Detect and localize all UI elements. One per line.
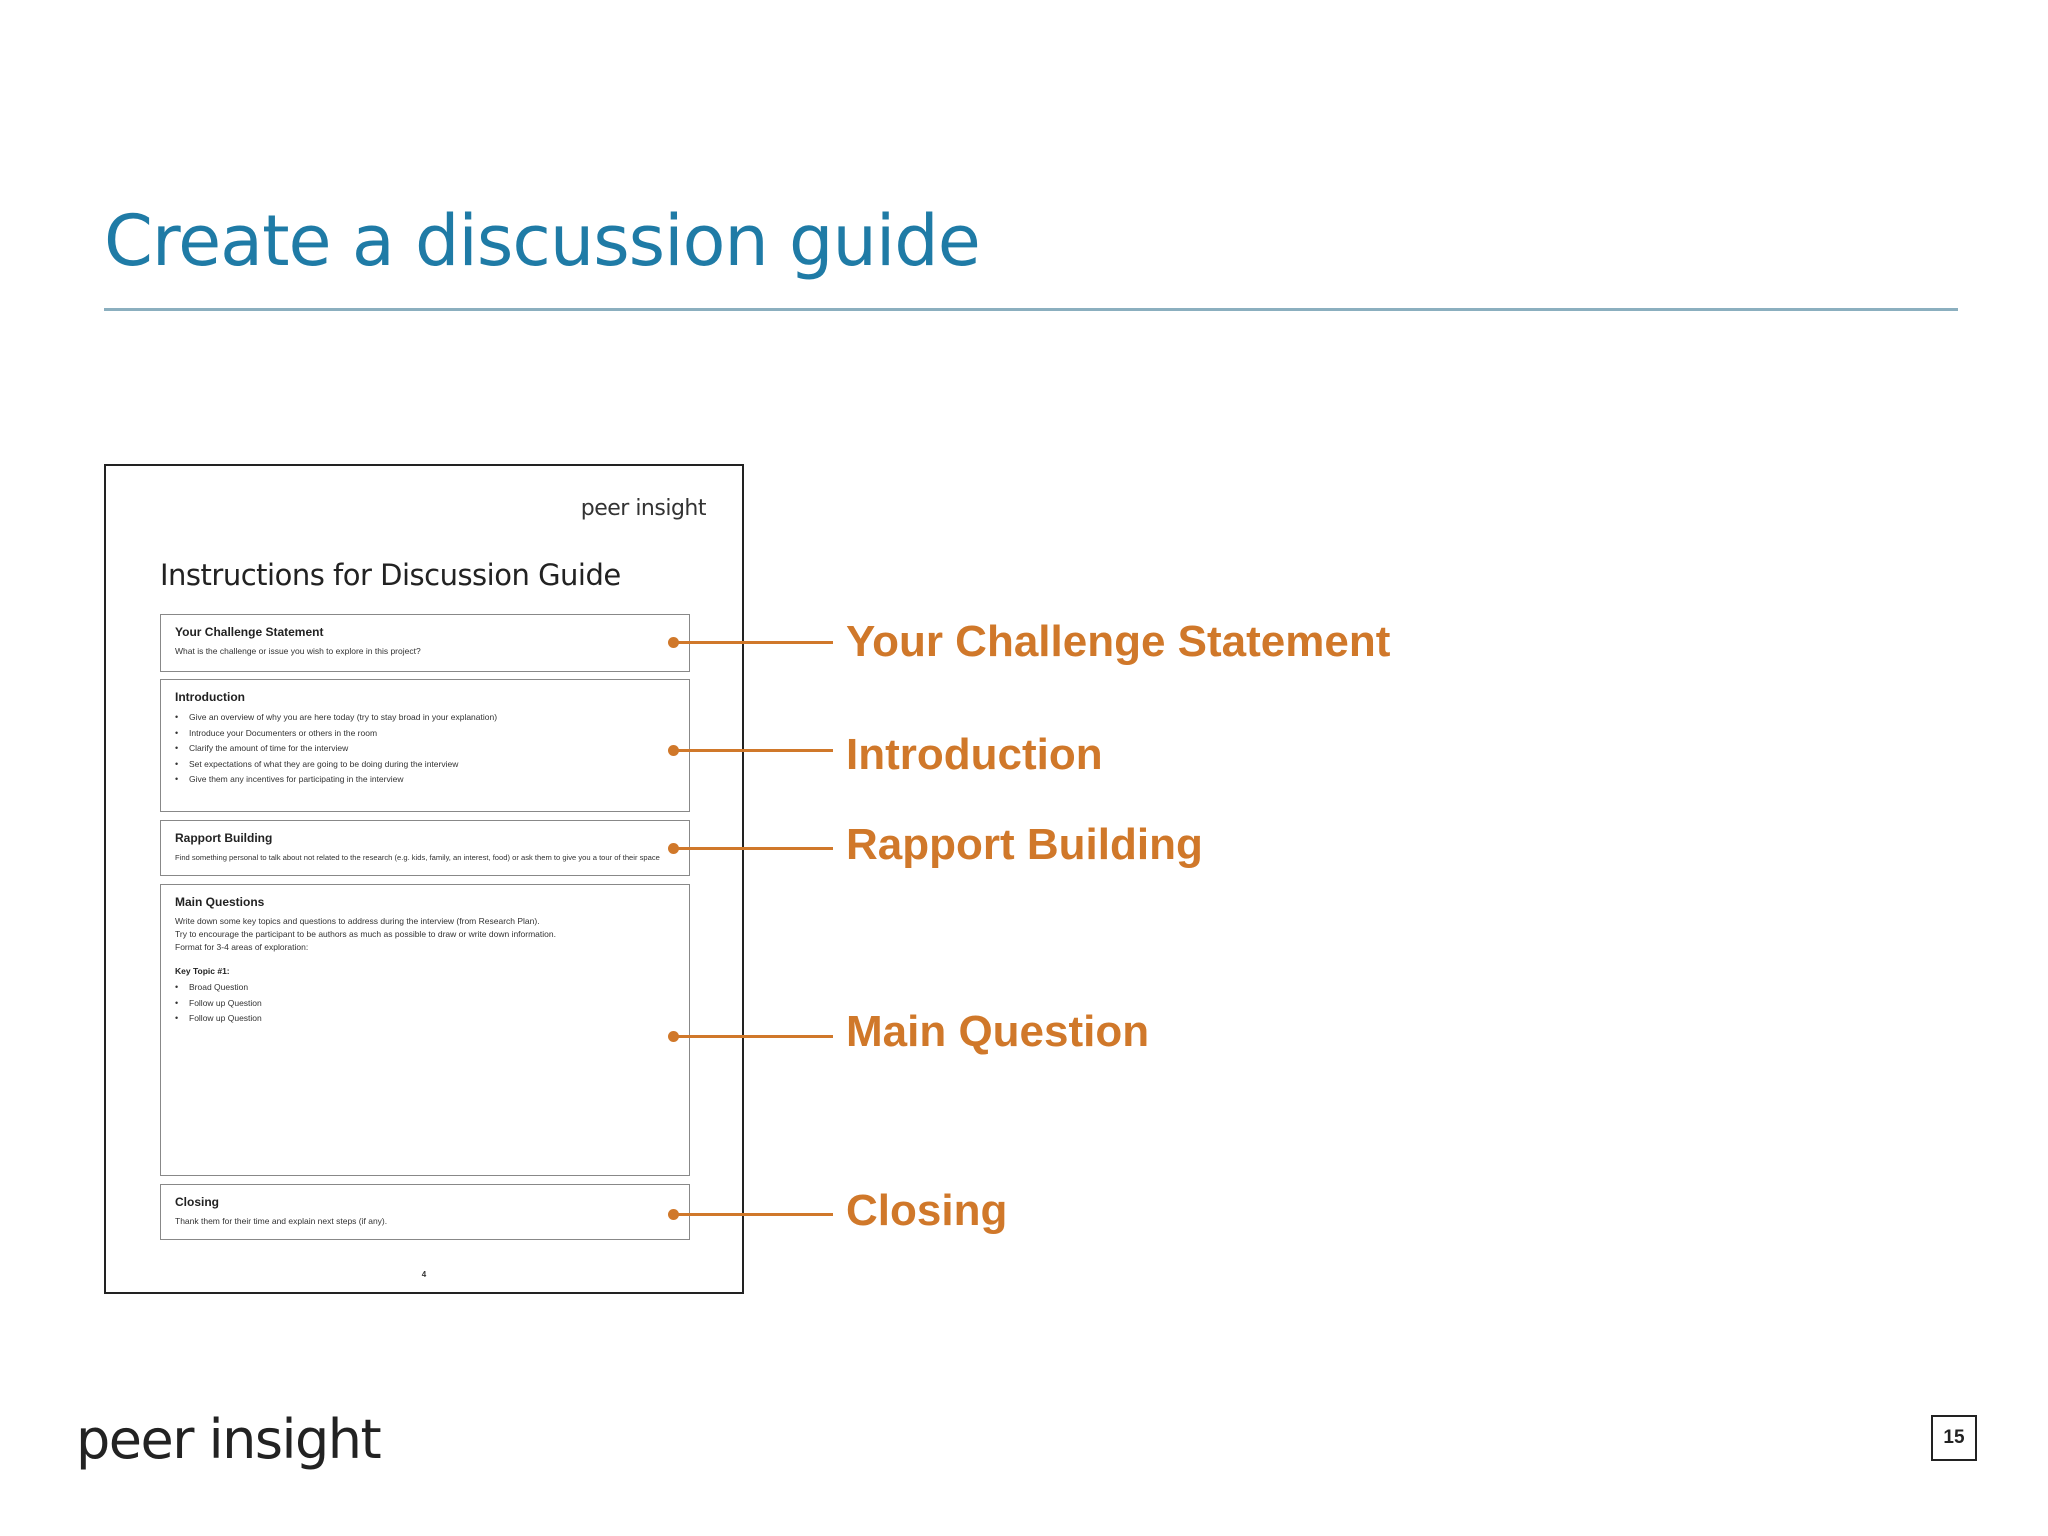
challenge-statement-box [160, 614, 690, 672]
rapport-heading: Rapport Building [175, 831, 273, 845]
introduction-heading: Introduction [175, 690, 245, 704]
closing-text: Thank them for their time and explain next steps (if any). [175, 1216, 388, 1226]
callout-introduction: Introduction [846, 730, 1103, 779]
key-topic-label: Key Topic #1: [175, 966, 230, 976]
introduction-list [175, 710, 675, 788]
list-item: • Introduce your Documenters or others in the room [175, 726, 675, 742]
footer-logo: peer insight [76, 1408, 381, 1471]
list-item: • Follow up Question [175, 1011, 675, 1027]
main-questions-line: Format for 3-4 areas of exploration: [175, 942, 309, 952]
list-item: • Give an overview of why you are here today (try to stay broad in your explanation) [175, 710, 675, 726]
main-questions-line: Try to encourage the participant to be authors as much as possible to draw or write down information. [175, 929, 556, 939]
callout-rapport-building: Rapport Building [846, 820, 1203, 869]
discussion-guide-document [104, 464, 744, 1294]
callout-line [673, 749, 833, 752]
closing-box [160, 1184, 690, 1240]
list-item: • Give them any incentives for participating in the interview [175, 772, 675, 788]
slide-page-number: 15 [1931, 1415, 1977, 1461]
main-questions-heading: Main Questions [175, 895, 265, 909]
callout-line [673, 1213, 833, 1216]
document-logo: peer insight [580, 496, 706, 521]
rapport-building-box [160, 820, 690, 876]
slide-title: Create a discussion guide [104, 200, 980, 282]
main-questions-line: Write down some key topics and questions to address during the interview (from Research Plan). [175, 916, 540, 926]
document-title: Instructions for Discussion Guide [160, 558, 621, 592]
closing-heading: Closing [175, 1195, 219, 1209]
list-item: • Set expectations of what they are going to be doing during the interview [175, 757, 675, 773]
introduction-box [160, 679, 690, 812]
challenge-heading: Your Challenge Statement [175, 625, 324, 639]
challenge-text: What is the challenge or issue you wish to explore in this project? [175, 646, 421, 656]
callout-line [673, 847, 833, 850]
list-item: • Clarify the amount of time for the interview [175, 741, 675, 757]
title-divider [104, 308, 1958, 311]
rapport-text: Find something personal to talk about not related to the research (e.g. kids, family, an interest, food) or ask them to give you a tour of their space [175, 853, 660, 862]
callout-closing: Closing [846, 1186, 1008, 1235]
list-item: • Follow up Question [175, 996, 675, 1012]
list-item: • Broad Question [175, 980, 675, 996]
main-questions-box [160, 884, 690, 1176]
callout-challenge-statement: Your Challenge Statement [846, 617, 1391, 666]
callout-line [673, 1035, 833, 1038]
callout-line [673, 641, 833, 644]
document-page-number: 4 [421, 1270, 427, 1279]
key-topic-list [175, 980, 675, 1027]
callout-main-question: Main Question [846, 1007, 1150, 1056]
